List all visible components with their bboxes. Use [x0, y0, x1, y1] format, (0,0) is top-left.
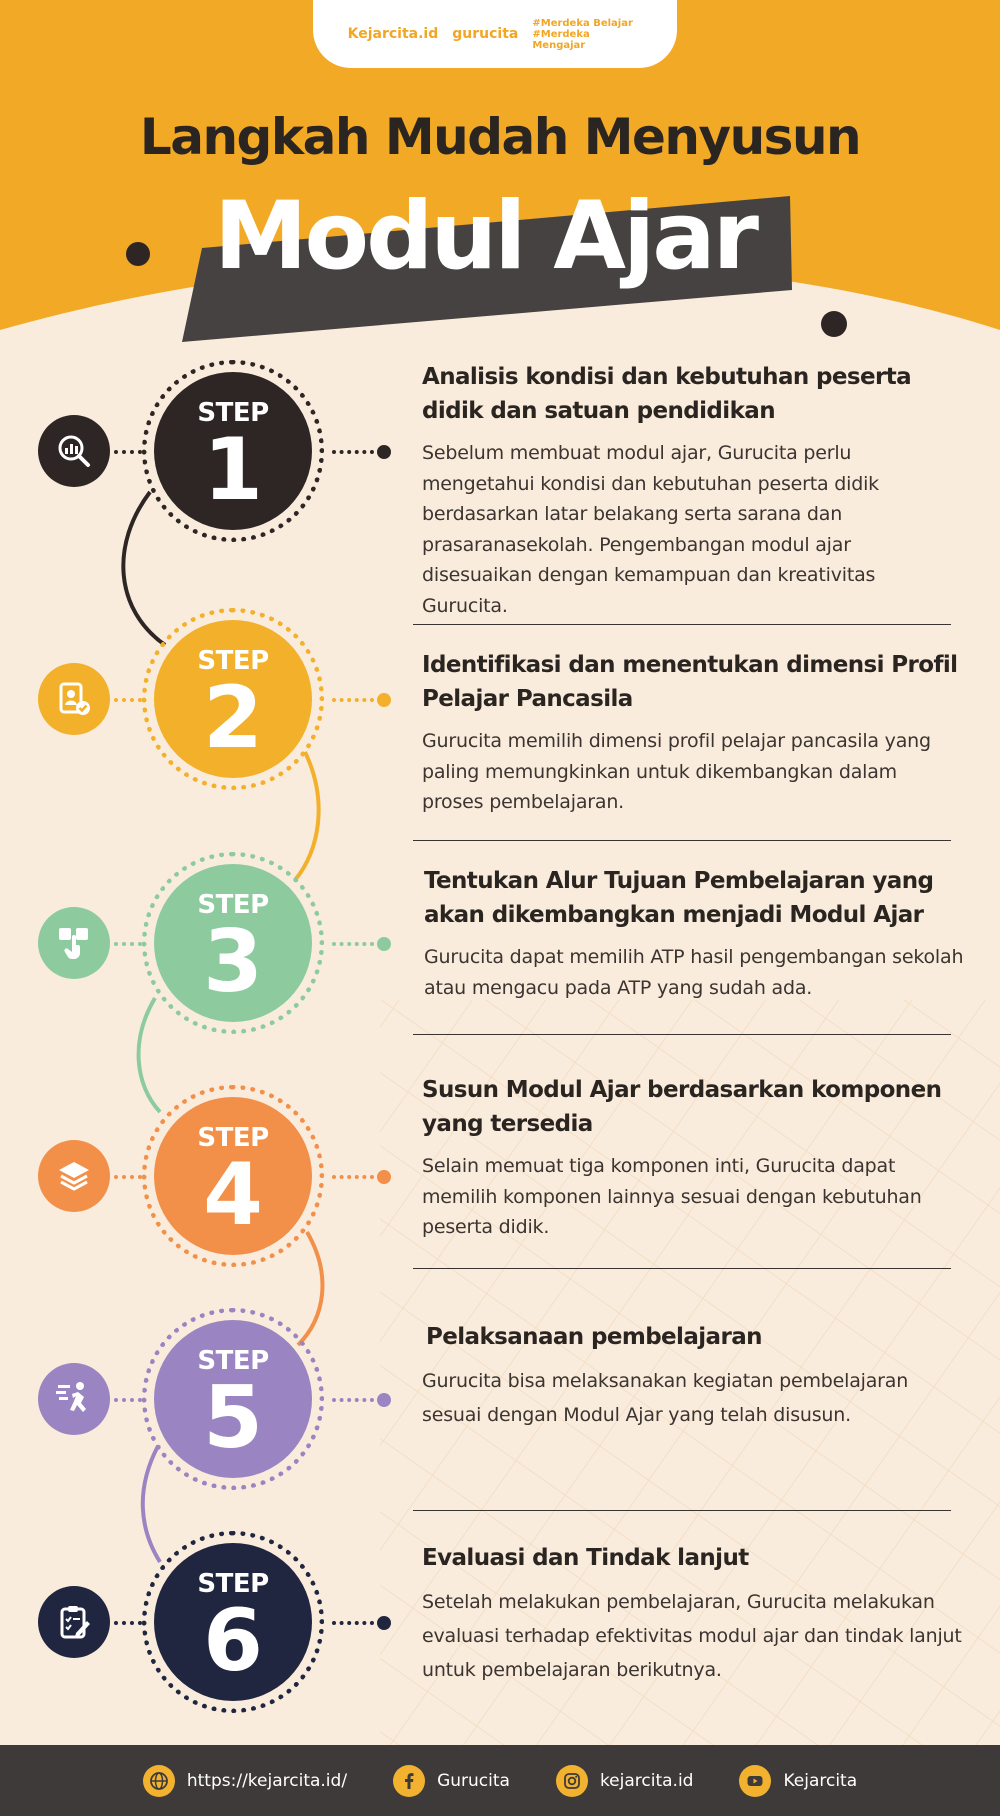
step-3-connector-left [114, 942, 142, 946]
step-2-label: STEP [197, 646, 269, 676]
hand-select-icon [38, 907, 110, 979]
step-4-title: Susun Modul Ajar berdasarkan komponen yang tersedia [422, 1077, 942, 1137]
separator-2 [413, 840, 951, 841]
step-2-connector-left [114, 698, 142, 702]
merdeka-tagline: #Merdeka Belajar #Merdeka Mengajar [532, 17, 633, 51]
step-5-connector-left [114, 1398, 142, 1402]
step-4-text [422, 1073, 962, 1243]
title-line-1: Langkah Mudah Menyusun [139, 108, 861, 166]
step-1-label: STEP [197, 398, 269, 428]
kejarcita-logo: Kejarcita.id [347, 26, 439, 42]
step-4-badge [154, 1097, 312, 1255]
step-5-body: Gurucita bisa melaksanakan kegiatan pembelajaran sesuai dengan Modul Ajar yang telah disusun. [422, 1370, 909, 1426]
gurucita-logo: gurucita [452, 26, 519, 42]
step-5-label: STEP [197, 1346, 269, 1376]
step-1-text [422, 360, 962, 621]
separator-1 [413, 624, 951, 625]
step-3-connector-right [332, 942, 374, 946]
footer-facebook-link[interactable] [393, 1765, 510, 1797]
footer-youtube-link[interactable] [739, 1765, 857, 1797]
step-6-label: STEP [197, 1569, 269, 1599]
step-6-number: 6 [203, 1591, 263, 1691]
separator-3 [413, 1034, 951, 1035]
step-1-connector-right [332, 450, 374, 454]
step-5-end-dot [377, 1393, 391, 1407]
step-6-end-dot [377, 1616, 391, 1630]
step-1-number: 1 [203, 420, 263, 520]
step-3-title: Tentukan Alur Tujuan Pembelajaran yang akan dikembangkan menjadi Modul Ajar [424, 868, 934, 928]
running-person-icon [38, 1363, 110, 1435]
step-1-title: Analisis kondisi dan kebutuhan peserta didik dan satuan pendidikan [422, 364, 912, 424]
step-5-number: 5 [203, 1368, 263, 1468]
step-3-badge [154, 864, 312, 1022]
step-6-text [422, 1541, 962, 1687]
step-4-connector-right [332, 1175, 374, 1179]
step-6-connector-left [114, 1621, 142, 1625]
footer-instagram-link[interactable] [556, 1765, 694, 1797]
step-5-title: Pelaksanaan pembelajaran [426, 1324, 762, 1350]
step-1-end-dot [377, 445, 391, 459]
step-6-connector-right [332, 1621, 374, 1625]
title-banner [0, 0, 1000, 360]
step-5-text [422, 1320, 942, 1432]
footer-website-link[interactable] [143, 1765, 347, 1797]
step-2-body: Gurucita memilih dimensi profil pelajar pancasila yang paling memungkinkan untuk dikembangkan dalam proses pembelajaran. [422, 730, 931, 813]
title-line-2: Modul Ajar [213, 182, 757, 291]
step-6-body: Setelah melakukan pembelajaran, Gurucita melakukan evaluasi terhadap efektivitas modul ajar dan tindak lanjut untuk pembelajaran berikutnya. [422, 1591, 962, 1681]
step-4-label: STEP [197, 1123, 269, 1153]
step-2-end-dot [377, 693, 391, 707]
globe-icon [143, 1765, 175, 1797]
instagram-icon [556, 1765, 588, 1797]
step-2-title: Identifikasi dan menentukan dimensi Profil Pelajar Pancasila [422, 652, 958, 712]
step-4-end-dot [377, 1170, 391, 1184]
youtube-icon [739, 1765, 771, 1797]
footer-youtube-text: Kejarcita [783, 1770, 858, 1791]
separator-4 [413, 1268, 951, 1269]
step-2-badge [154, 620, 312, 778]
step-4-connector-left [114, 1175, 142, 1179]
separator-5 [413, 1510, 951, 1511]
step-3-end-dot [377, 937, 391, 951]
footer-facebook-text: Gurucita [437, 1770, 510, 1791]
footer-website-text: https://kejarcita.id/ [186, 1770, 348, 1791]
step-3-number: 3 [203, 912, 263, 1012]
step-4-number: 4 [203, 1145, 263, 1245]
footer-bar [0, 1745, 1000, 1816]
step-1-badge [154, 372, 312, 530]
step-2-connector-right [332, 698, 374, 702]
step-2-number: 2 [203, 668, 263, 768]
step-3-label: STEP [197, 890, 269, 920]
profile-check-icon [38, 663, 110, 735]
layers-icon [38, 1140, 110, 1212]
analytics-search-icon [38, 415, 110, 487]
facebook-icon [393, 1765, 425, 1797]
step-5-connector-right [332, 1398, 374, 1402]
step-2-text [422, 648, 962, 818]
step-3-body: Gurucita dapat memilih ATP hasil pengembangan sekolah atau mengacu pada ATP yang sudah ada. [424, 946, 964, 999]
step-3-text [424, 864, 964, 1003]
footer-instagram-text: kejarcita.id [599, 1770, 694, 1791]
step-5-badge [154, 1320, 312, 1478]
clipboard-checklist-icon [38, 1586, 110, 1658]
step-6-badge [154, 1543, 312, 1701]
step-1-body: Sebelum membuat modul ajar, Gurucita perlu mengetahui kondisi dan kebutuhan peserta didik berdasarkan latar belakang serta sarana dan prasaranasekolah. Pengembangan modul ajar disesuaikan dengan kemampuan dan kreativitas Gurucita. [422, 442, 879, 617]
step-1-connector-left [114, 450, 142, 454]
step-6-title: Evaluasi dan Tindak lanjut [422, 1545, 749, 1571]
step-4-body: Selain memuat tiga komponen inti, Gurucita dapat memilih komponen lainnya sesuai dengan kebutuhan peserta didik. [422, 1155, 922, 1238]
